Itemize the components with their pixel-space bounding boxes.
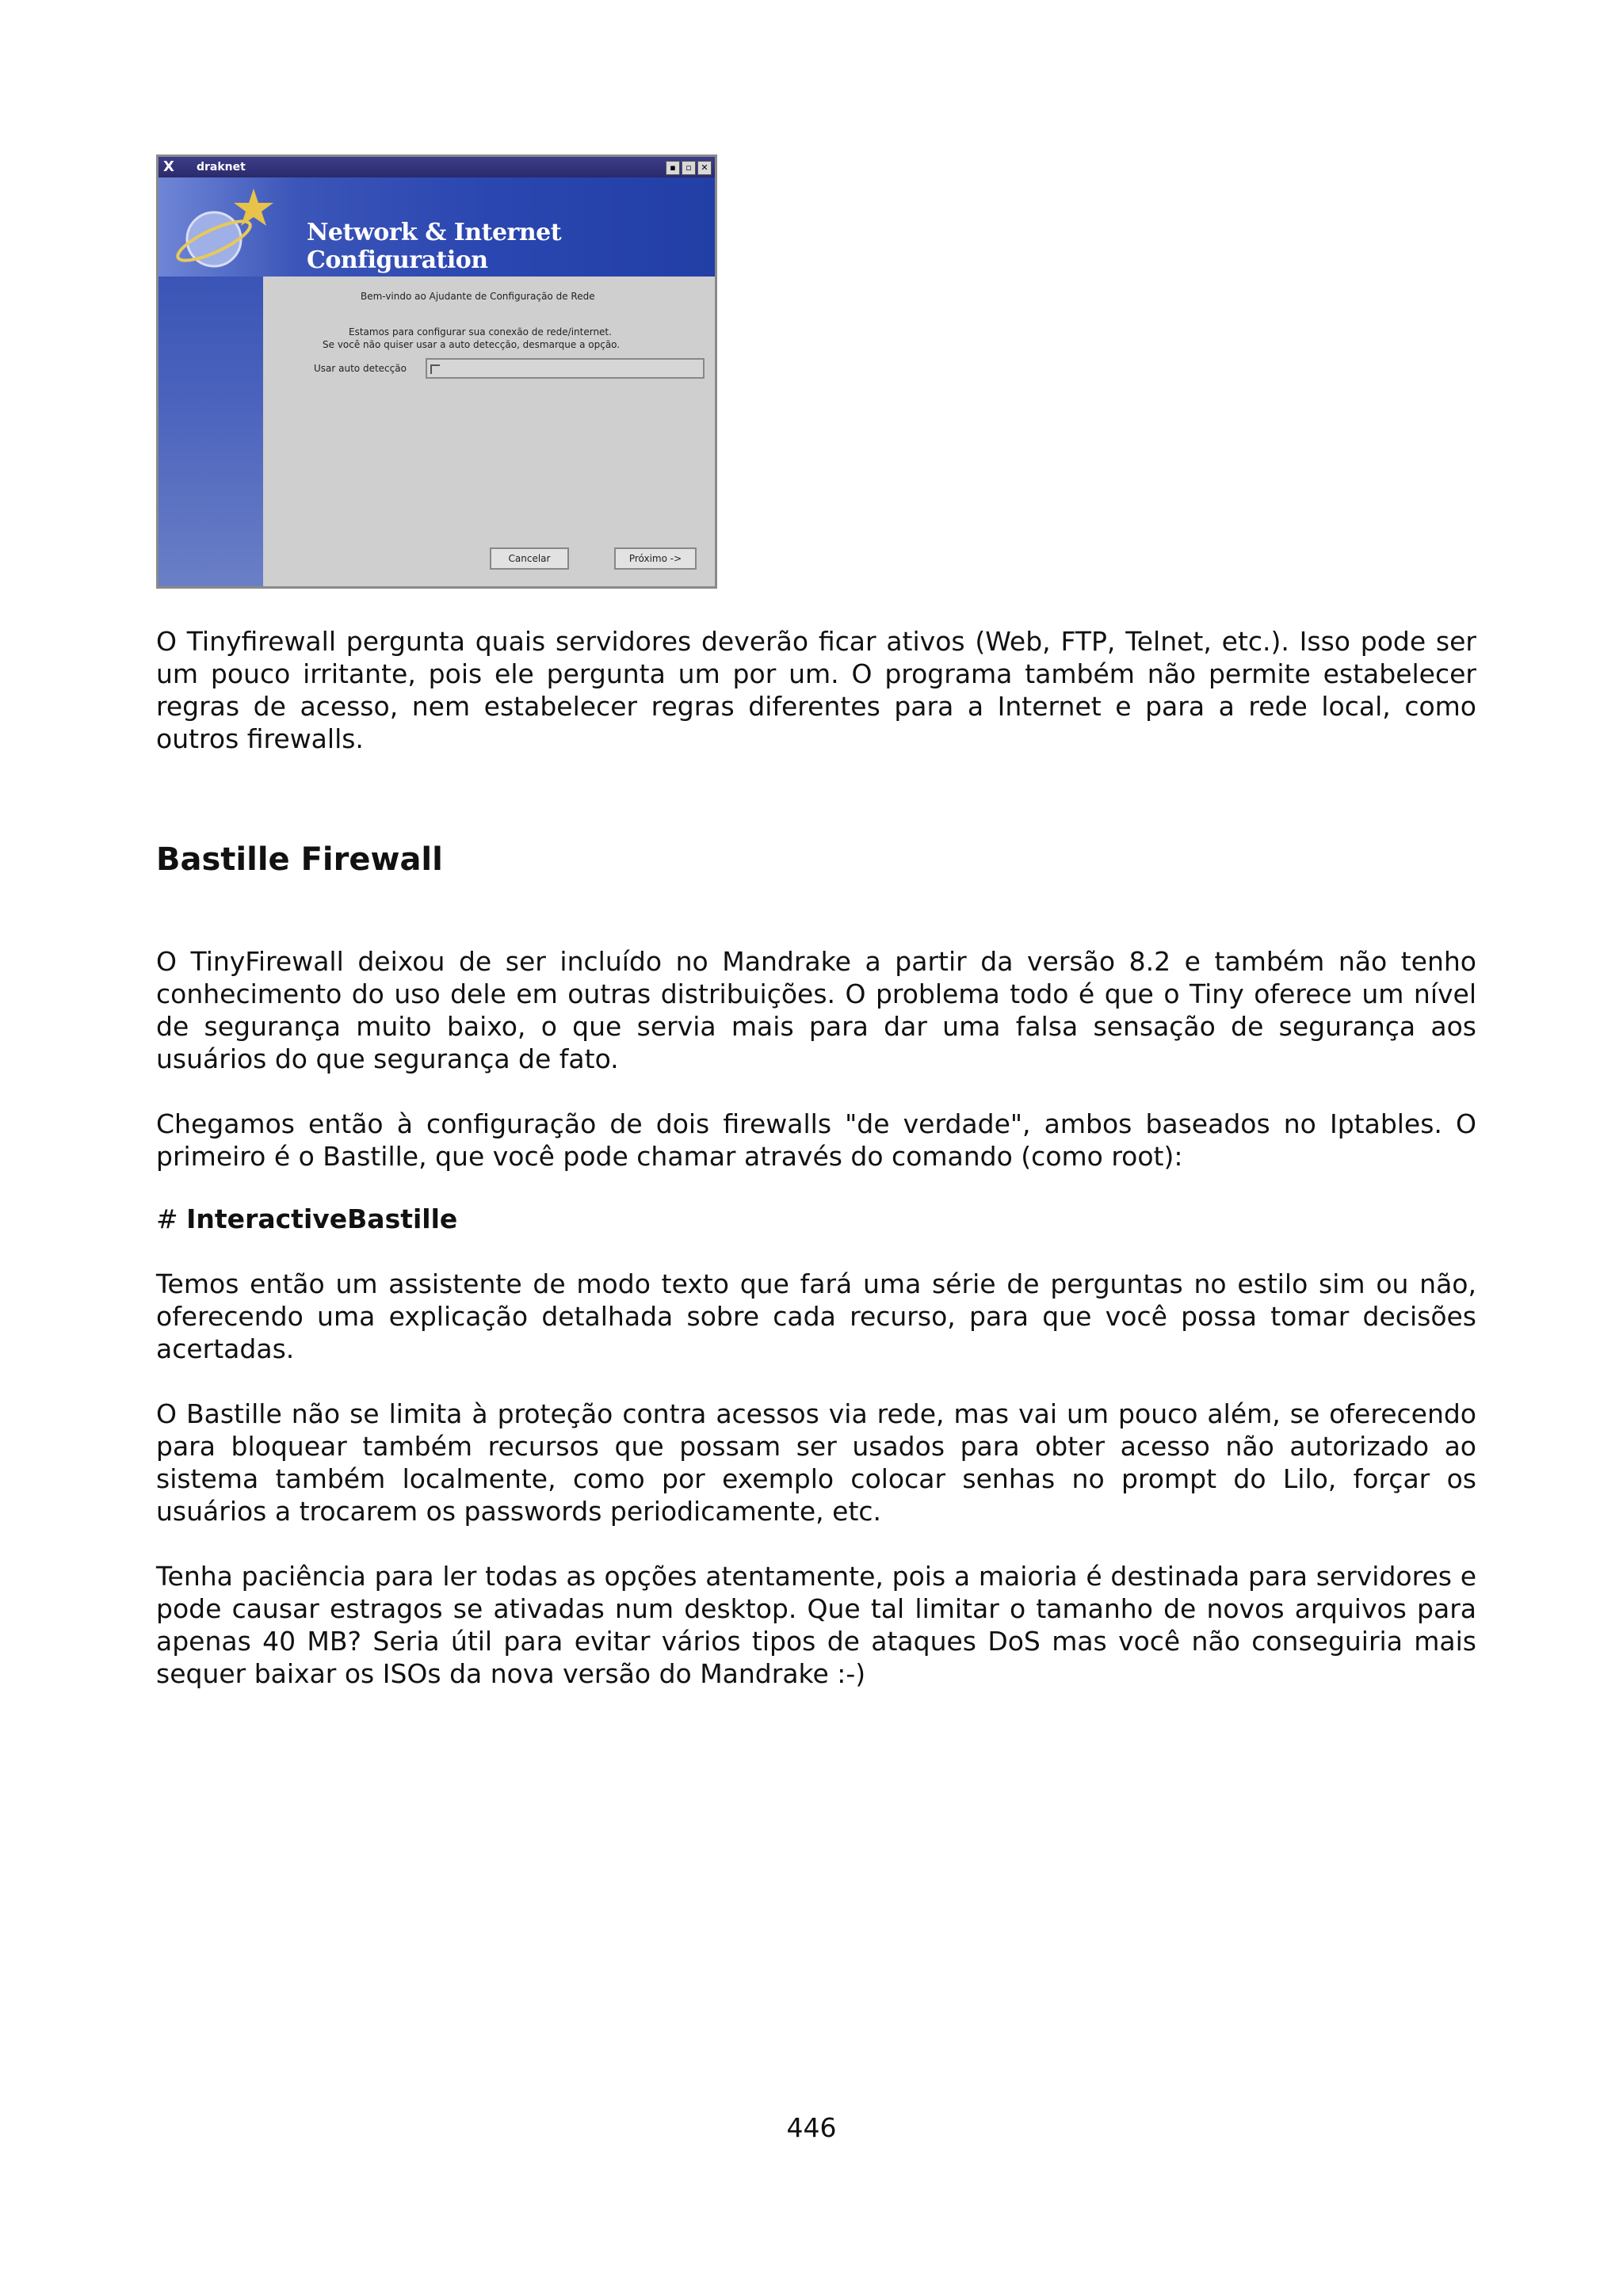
cancel-button[interactable]: Cancelar (490, 547, 569, 570)
maximize-button[interactable]: ▫ (682, 161, 696, 175)
paragraph-bastille-scope: O Bastille não se limita à proteção contra acessos via rede, mas vai um pouco além, se oferecendo para bloquear também recursos que possam ser usados para obter acesso não autorizado ao sistema também localmente, como por exemplo colocar senhas no prompt do Lilo, forçar os usuários a trocarem os passwords periodicamente, etc. (156, 1398, 1476, 1527)
paragraph-patience: Tenha paciência para ler todas as opções atentamente, pois a maioria é destinada para servidores e pode causar estragos se ativadas num desktop. Que tal limitar o tamanho de novos arquivos para apenas 40 MB? Seria útil para evitar vários tipos de ataques DoS mas você não conseguiria mais sequer baixar os ISOs da nova versão do Mandrake :-) (156, 1561, 1476, 1689)
wizard-side-panel (158, 277, 263, 586)
paragraph-bastille-intro: Chegamos então à configuração de dois firewalls "de verdade", ambos baseados no Iptables. O primeiro é o Bastille, que você pode chamar através do comando (como root): (156, 1108, 1476, 1172)
minimize-button[interactable]: ▪ (666, 161, 680, 175)
command-prompt: # (156, 1203, 187, 1234)
page-number: 446 (786, 2112, 837, 2143)
paragraph-assistant: Temos então um assistente de modo texto que fará uma série de perguntas no estilo sim ou não, oferecendo uma explicação detalhada sobre cada recurso, para que você possa tomar decisões acertadas. (156, 1268, 1476, 1364)
x-logo-icon: X (163, 158, 174, 175)
close-button[interactable]: ✕ (697, 161, 712, 175)
window-titlebar (158, 157, 715, 177)
welcome-text: Bem-vindo ao Ajudante de Configuração de Rede (361, 291, 595, 302)
next-button[interactable]: Próximo -> (614, 547, 697, 570)
paragraph-tinyfirewall-history: O TinyFirewall deixou de ser incluído no Mandrake a partir da versão 8.2 e também não tenho conhecimento do uso dele em outras distribuições. O problema todo é que o Tiny oferece um nível de segurança muito baixo, o que servia mais para dar uma falsa sensação de segurança aos usuários do que segurança de fato. (156, 946, 1476, 1074)
intro-line-1: Estamos para configurar sua conexão de rede/internet. (349, 326, 612, 338)
command-name: InteractiveBastille (186, 1203, 458, 1234)
window-title: draknet (197, 161, 246, 174)
draknet-screenshot (156, 154, 717, 589)
globe-star-icon (158, 177, 277, 277)
wizard-banner (158, 177, 715, 277)
auto-detect-checkbox[interactable] (430, 364, 440, 374)
wizard-body (263, 277, 715, 586)
section-heading: Bastille Firewall (156, 841, 443, 878)
auto-detect-label: Usar auto detecção (314, 363, 407, 374)
intro-line-2: Se você não quiser usar a auto detecção, desmarque a opção. (323, 339, 621, 350)
paragraph-tinyfirewall: O Tinyfirewall pergunta quais servidores deverão ficar ativos (Web, FTP, Telnet, etc.). Isso pode ser um pouco irritante, pois ele pergunta um por um. O programa também não permite estabelecer regras de acesso, nem estabelecer regras diferentes para a Internet e para a rede local, como outros firewalls. (156, 626, 1476, 754)
auto-detect-field[interactable] (426, 358, 705, 379)
banner-title: Network & Internet Configuration (307, 219, 562, 274)
command-line (156, 1203, 457, 1235)
